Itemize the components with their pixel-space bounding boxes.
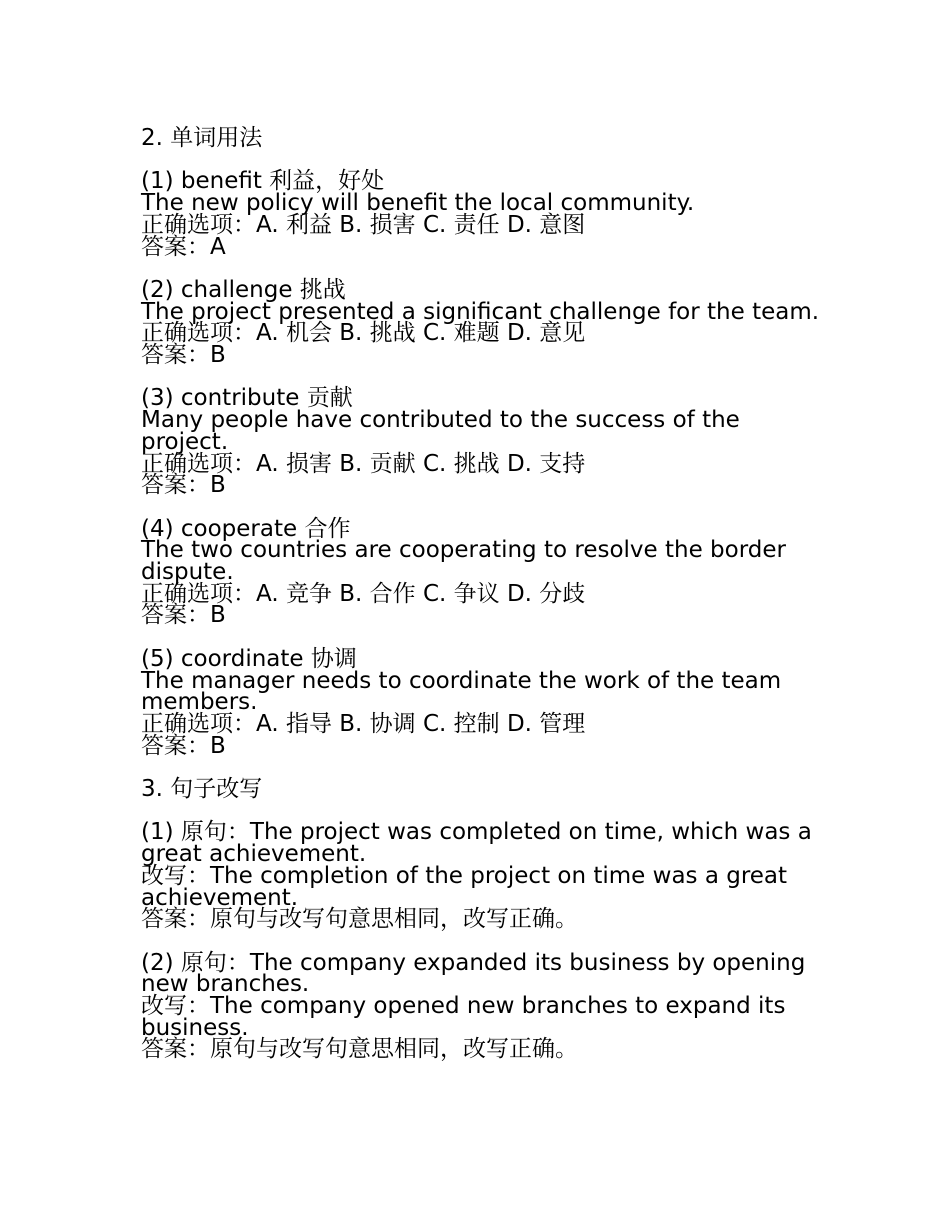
vocab-title: (5) coordinate 协调	[141, 645, 357, 672]
vocab-item-challenge	[141, 276, 821, 368]
vocab-title: (4) cooperate 合作	[141, 515, 351, 542]
vocab-title: (2) challenge 挑战	[141, 276, 346, 303]
vocab-options: 正确选项：A. 竞争 B. 合作 C. 争议 D. 分歧	[141, 580, 586, 607]
vocab-sentence: Many people have contributed to the success of the project.	[141, 407, 740, 455]
rewrite-version: 改写：The completion of the project on time was a great achievement.	[141, 862, 788, 911]
document-page	[141, 125, 821, 1063]
section-heading-sentence-rewrite: 3. 句子改写	[141, 776, 263, 802]
vocab-sentence: The two countries are cooperating to resolve the border dispute.	[141, 537, 786, 585]
section-heading-word-usage: 2. 单词用法	[141, 125, 263, 151]
vocab-answer: 答案：B	[141, 602, 226, 629]
vocab-options: 正确选项：A. 利益 B. 损害 C. 责任 D. 意图	[141, 211, 586, 238]
vocab-sentence: The manager needs to coordinate the work of the team members.	[141, 667, 782, 716]
vocab-item-coordinate	[141, 645, 821, 759]
vocab-item-benefit	[141, 168, 821, 260]
rewrite-item-1	[141, 819, 821, 933]
vocab-item-contribute	[141, 385, 821, 499]
vocab-sentence: The project presented a significant challenge for the team.	[141, 298, 820, 325]
vocab-answer: 答案：A	[141, 233, 226, 260]
vocab-title: (3) contribute 贡献	[141, 385, 353, 412]
vocab-answer: 答案：B	[141, 342, 226, 368]
vocab-title: (1) benefit 利益，好处	[141, 168, 385, 195]
rewrite-version: 改写：The company opened new branches to expand its business.	[141, 993, 786, 1041]
vocab-item-cooperate	[141, 515, 821, 629]
vocab-answer: 答案：B	[141, 472, 226, 499]
rewrite-answer: 答案：原句与改写句意思相同，改写正确。	[141, 906, 578, 933]
vocab-options: 正确选项：A. 损害 B. 贡献 C. 挑战 D. 支持	[141, 450, 586, 477]
vocab-options: 正确选项：A. 机会 B. 挑战 C. 难题 D. 意见	[141, 320, 586, 347]
rewrite-original: (1) 原句：The project was completed on time, which was a great achievement.	[141, 819, 812, 868]
vocab-sentence: The new policy will benefit the local community.	[141, 190, 695, 217]
vocab-options: 正确选项：A. 指导 B. 协调 C. 控制 D. 管理	[141, 710, 586, 737]
rewrite-answer: 答案：原句与改写句意思相同，改写正确。	[141, 1036, 578, 1063]
vocab-answer: 答案：B	[141, 732, 226, 759]
rewrite-original: (2) 原句：The company expanded its business by opening new branches.	[141, 949, 806, 998]
rewrite-item-2	[141, 949, 821, 1063]
